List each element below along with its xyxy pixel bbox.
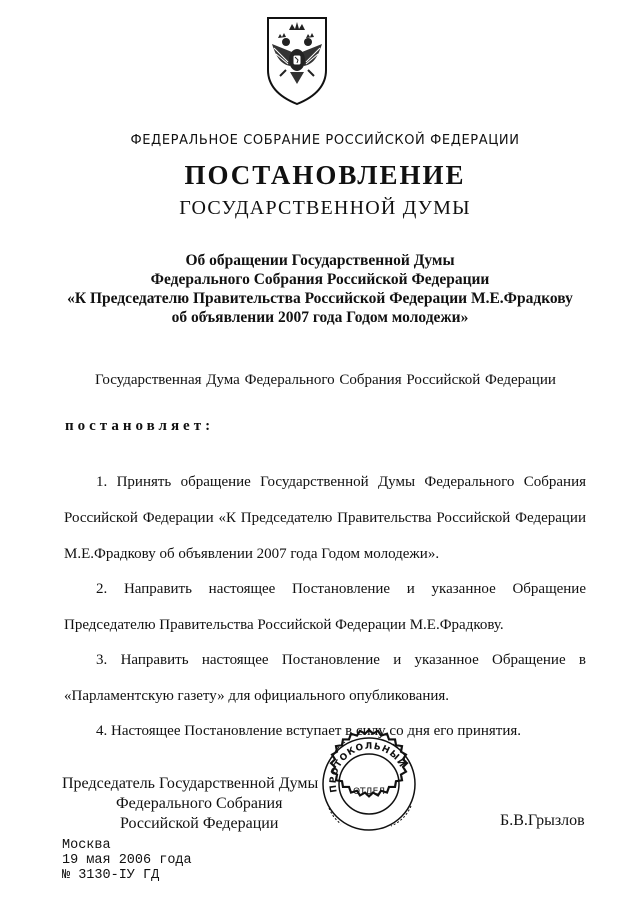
document-type-title: ПОСТАНОВЛЕНИЕ bbox=[184, 160, 466, 190]
subject-line: об объявлении 2007 года Годом молодежи» bbox=[171, 309, 469, 326]
subject-line: Об обращении Государственной Думы bbox=[185, 252, 455, 269]
footer-city: Москва bbox=[62, 838, 111, 853]
resolution-paragraph bbox=[64, 642, 586, 714]
paragraph-text: 4. Настоящее Постановление вступает в силу со дня его принятия. bbox=[96, 723, 522, 739]
official-stamp bbox=[307, 722, 431, 846]
document-subject bbox=[0, 251, 640, 327]
signatory-name: Б.В.Грызлов bbox=[500, 812, 585, 829]
stamp-center-text: ОТДЕЛ bbox=[352, 787, 386, 797]
coat-of-arms-emblem-icon bbox=[262, 12, 332, 108]
preamble-text: Государственная Дума Федерального Собрания Российской Федерации bbox=[95, 372, 556, 388]
paragraph-text: 2. Направить настоящее Постановление и указанное Обращение Председателю Правительства Российской Федерации М.Е.Фрадкову. bbox=[64, 581, 586, 633]
signatory-title-line: Российской Федерации bbox=[120, 815, 279, 832]
document-issuer-title: ГОСУДАРСТВЕННОЙ ДУМЫ bbox=[179, 197, 471, 219]
signatory-title bbox=[62, 774, 318, 834]
document-footer bbox=[62, 838, 192, 883]
paragraph-text: 1. Принять обращение Государственной Думы Федерального Собрания Российской Федерации «К Председателю Правительства Российской Федерации М.Е.Фрадкову об объявлении 2007 года Годом молодежи». bbox=[64, 474, 586, 562]
resolution-paragraph bbox=[64, 571, 586, 643]
footer-number: № 3130-IУ ГД bbox=[62, 868, 160, 883]
resolution-paragraph bbox=[64, 464, 586, 572]
paragraph-text: 3. Направить настоящее Постановление и указанное Обращение в «Парламентскую газету» для официального опубликования. bbox=[64, 652, 586, 704]
footer-date: 19 мая 2006 года bbox=[62, 853, 192, 868]
subject-line: Федерального Собрания Российской Федерации bbox=[150, 271, 490, 288]
signatory-title-line: Председатель Государственной Думы bbox=[62, 775, 319, 792]
resolves-keyword: постановляет: bbox=[65, 418, 215, 434]
stamp-arc-text: ПРОТОКОЛЬНЫЙ bbox=[328, 741, 408, 794]
signatory-title-line: Федерального Собрания bbox=[116, 795, 283, 812]
svg-text:ПРОТОКОЛЬНЫЙ bbox=[329, 742, 409, 793]
subject-line: «К Председателю Правительства Российской Федерации М.Е.Фрадкову bbox=[67, 290, 573, 307]
parliament-heading: ФЕДЕРАЛЬНОЕ СОБРАНИЕ РОССИЙСКОЙ ФЕДЕРАЦИИ bbox=[130, 133, 520, 148]
